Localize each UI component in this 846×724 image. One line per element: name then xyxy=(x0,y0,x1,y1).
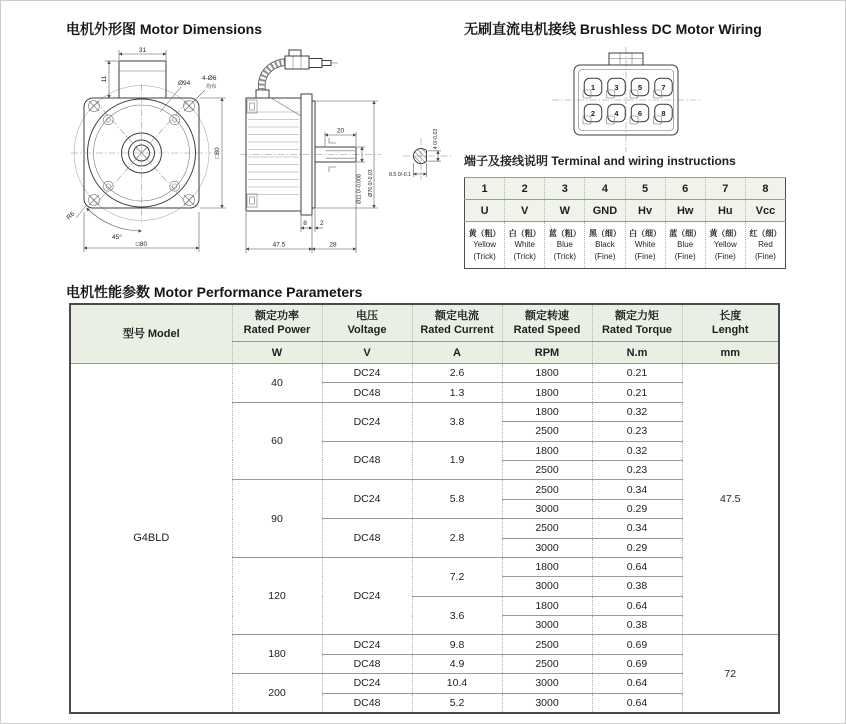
speed-cell: 2500 xyxy=(502,635,592,654)
current-cell: 2.6 xyxy=(412,364,502,383)
voltage-cell: DC24 xyxy=(322,557,412,635)
voltage-cell: DC48 xyxy=(322,519,412,558)
current-cell: 5.8 xyxy=(412,480,502,519)
dim-label-holes: 4-Ø6 xyxy=(202,75,217,82)
connector-drawing xyxy=(546,49,726,154)
side-view xyxy=(240,50,381,253)
wire-cell: 白（粗） White (Trick) xyxy=(505,222,545,269)
power-cell: 200 xyxy=(232,674,322,713)
signal-cell: Hv xyxy=(625,200,665,222)
speed-cell: 2500 xyxy=(502,480,592,499)
wiring-color-row xyxy=(465,222,786,269)
pin-2-label: 2 xyxy=(590,108,596,118)
torque-cell: 0.69 xyxy=(592,654,682,673)
pin-6-label: 6 xyxy=(637,108,643,118)
pin-5-label: 5 xyxy=(637,82,643,92)
motor-dimensions-drawing xyxy=(59,46,459,274)
table-row xyxy=(70,364,779,383)
speed-cell: 3000 xyxy=(502,693,592,713)
voltage-cell: DC48 xyxy=(322,654,412,673)
wire-cell: 黄（粗） Yellow (Trick) xyxy=(465,222,505,269)
current-unit: A xyxy=(412,342,502,364)
speed-cell: 1800 xyxy=(502,364,592,383)
pin-1-label: 1 xyxy=(590,82,596,92)
header-row xyxy=(70,304,779,342)
voltage-cell: DC24 xyxy=(322,364,412,383)
wire-cell: 黄（细） Yellow (Fine) xyxy=(705,222,745,269)
pin-number-cell: 4 xyxy=(585,178,625,200)
torque-cell: 0.64 xyxy=(592,596,682,615)
current-cell: 9.8 xyxy=(412,635,502,654)
torque-cell: 0.32 xyxy=(592,441,682,460)
power-unit: W xyxy=(232,342,322,364)
speed-cell: 3000 xyxy=(502,577,592,596)
signal-cell: Hu xyxy=(705,200,745,222)
dim-label-47-5: 47.5 xyxy=(272,241,286,249)
model-cell: G4BLD xyxy=(70,364,232,714)
voltage-cell: DC48 xyxy=(322,441,412,480)
torque-cell: 0.38 xyxy=(592,577,682,596)
dim-label-45: 45° xyxy=(112,234,122,241)
dim-label-d94: Ø94 xyxy=(178,80,191,87)
dim-label-flat-4: 4 0/-0.03 xyxy=(433,128,439,150)
signal-cell: Hw xyxy=(665,200,705,222)
cooling-ribs xyxy=(248,112,299,195)
speed-cell: 2500 xyxy=(502,654,592,673)
dim-label-shaft-dia: Ø11 0/-0.008 xyxy=(356,174,363,204)
length-header: 长度 Lenght xyxy=(682,304,779,342)
torque-unit: N.m xyxy=(592,342,682,364)
speed-cell: 3000 xyxy=(502,674,592,693)
pin-cavities xyxy=(583,78,672,124)
signal-cell: V xyxy=(505,200,545,222)
torque-cell: 0.64 xyxy=(592,693,682,713)
speed-cell: 2500 xyxy=(502,460,592,479)
speed-cell: 2500 xyxy=(502,519,592,538)
length-cell: 72 xyxy=(682,635,779,713)
voltage-cell: DC24 xyxy=(322,635,412,654)
signal-cell: W xyxy=(545,200,585,222)
length-unit: mm xyxy=(682,342,779,364)
pin-number-cell: 2 xyxy=(505,178,545,200)
speed-header: 额定转速 Rated Speed xyxy=(502,304,592,342)
pin-number-cell: 3 xyxy=(545,178,585,200)
wiring-title: 无刷直流电机接线 Brushless DC Motor Wiring xyxy=(464,21,762,37)
current-header: 额定电流 Rated Current xyxy=(412,304,502,342)
pin-4-label: 4 xyxy=(614,108,619,118)
torque-cell: 0.38 xyxy=(592,616,682,635)
dim-label-20: 20 xyxy=(336,127,345,135)
power-header: 额定功率 Rated Power xyxy=(232,304,322,342)
speed-cell: 1800 xyxy=(502,557,592,576)
power-cell: 180 xyxy=(232,635,322,674)
dim-label-8: 8 xyxy=(303,220,307,227)
power-cell: 120 xyxy=(232,557,322,635)
signal-cell: GND xyxy=(585,200,625,222)
torque-cell: 0.21 xyxy=(592,383,682,402)
length-cell: 47.5 xyxy=(682,364,779,635)
torque-cell: 0.29 xyxy=(592,499,682,518)
front-view xyxy=(65,47,226,252)
signal-cell: Vcc xyxy=(745,200,785,222)
power-cell: 40 xyxy=(232,364,322,403)
wire-cell: 白（细） White (Fine) xyxy=(625,222,665,269)
dim-label-31: 31 xyxy=(138,47,147,54)
wire-cell: 红（细） Red (Fine) xyxy=(745,222,785,269)
dim-label-pilot-dia: Ø76 0/-0.03 xyxy=(368,169,374,197)
torque-cell: 0.34 xyxy=(592,480,682,499)
model-header: 型号 Model xyxy=(70,304,232,364)
voltage-cell: DC48 xyxy=(322,693,412,713)
voltage-cell: DC24 xyxy=(322,402,412,441)
pin-number-cell: 7 xyxy=(705,178,745,200)
speed-cell: 3000 xyxy=(502,616,592,635)
torque-cell: 0.23 xyxy=(592,460,682,479)
current-cell: 1.3 xyxy=(412,383,502,402)
speed-cell: 1800 xyxy=(502,383,592,402)
pin-7-label: 7 xyxy=(661,82,666,92)
speed-cell: 2500 xyxy=(502,422,592,441)
performance-table xyxy=(69,303,780,714)
current-cell: 2.8 xyxy=(412,519,502,558)
voltage-cell: DC24 xyxy=(322,480,412,519)
speed-cell: 3000 xyxy=(502,538,592,557)
current-cell: 1.9 xyxy=(412,441,502,480)
current-cell: 3.8 xyxy=(412,402,502,441)
motor-cable xyxy=(256,50,338,98)
wire-cell: 黑（细） Black (Fine) xyxy=(585,222,625,269)
wiring-pin-row xyxy=(465,178,786,200)
torque-cell: 0.34 xyxy=(592,519,682,538)
wiring-signal-row xyxy=(465,200,786,222)
pin-8-label: 8 xyxy=(661,108,666,118)
speed-cell: 1800 xyxy=(502,402,592,421)
wire-cell: 蓝（细） Blue (Fine) xyxy=(665,222,705,269)
voltage-cell: DC48 xyxy=(322,383,412,402)
signal-cell: U xyxy=(465,200,505,222)
torque-cell: 0.23 xyxy=(592,422,682,441)
torque-cell: 0.64 xyxy=(592,674,682,693)
pin-number-cell: 6 xyxy=(665,178,705,200)
current-cell: 3.6 xyxy=(412,596,502,635)
current-cell: 10.4 xyxy=(412,674,502,693)
performance-title: 电机性能参数 Motor Performance Parameters xyxy=(66,284,363,300)
current-cell: 4.9 xyxy=(412,654,502,673)
dim-label-sq80-right: □80 xyxy=(214,147,221,159)
voltage-header: 电压 Voltage xyxy=(322,304,412,342)
torque-cell: 0.32 xyxy=(592,402,682,421)
dim-label-8-5: 8.5 0/-0.1 xyxy=(389,172,411,178)
wiring-table xyxy=(464,177,786,269)
pin-3-label: 3 xyxy=(614,82,619,92)
pin-number-cell: 1 xyxy=(465,178,505,200)
current-cell: 7.2 xyxy=(412,557,502,596)
shaft-section xyxy=(389,129,451,180)
speed-cell: 1800 xyxy=(502,596,592,615)
motor-dimensions-title: 电机外形图 Motor Dimensions xyxy=(66,21,263,37)
dim-label-2: 2 xyxy=(320,220,324,227)
torque-cell: 0.64 xyxy=(592,557,682,576)
current-cell: 5.2 xyxy=(412,693,502,713)
pin-number-cell: 5 xyxy=(625,178,665,200)
terminal-instructions-note: 端子及接线说明 Terminal and wiring instructions xyxy=(464,154,736,168)
dim-label-11: 11 xyxy=(101,75,108,83)
connector-face xyxy=(552,47,700,152)
dim-label-holes-note: 均布 xyxy=(206,84,217,90)
dim-label-28: 28 xyxy=(329,241,337,249)
pin-number-cell: 8 xyxy=(745,178,785,200)
speed-cell: 1800 xyxy=(502,441,592,460)
voltage-cell: DC24 xyxy=(322,674,412,693)
torque-cell: 0.69 xyxy=(592,635,682,654)
torque-cell: 0.21 xyxy=(592,364,682,383)
wire-cell: 蓝（粗） Blue (Trick) xyxy=(545,222,585,269)
voltage-unit: V xyxy=(322,342,412,364)
speed-unit: RPM xyxy=(502,342,592,364)
torque-cell: 0.29 xyxy=(592,538,682,557)
torque-header: 额定力矩 Rated Torque xyxy=(592,304,682,342)
speed-cell: 3000 xyxy=(502,499,592,518)
dim-label-r6: R6 xyxy=(65,210,77,222)
power-cell: 90 xyxy=(232,480,322,558)
power-cell: 60 xyxy=(232,402,322,480)
dim-label-sq80-bottom: □80 xyxy=(135,241,148,248)
